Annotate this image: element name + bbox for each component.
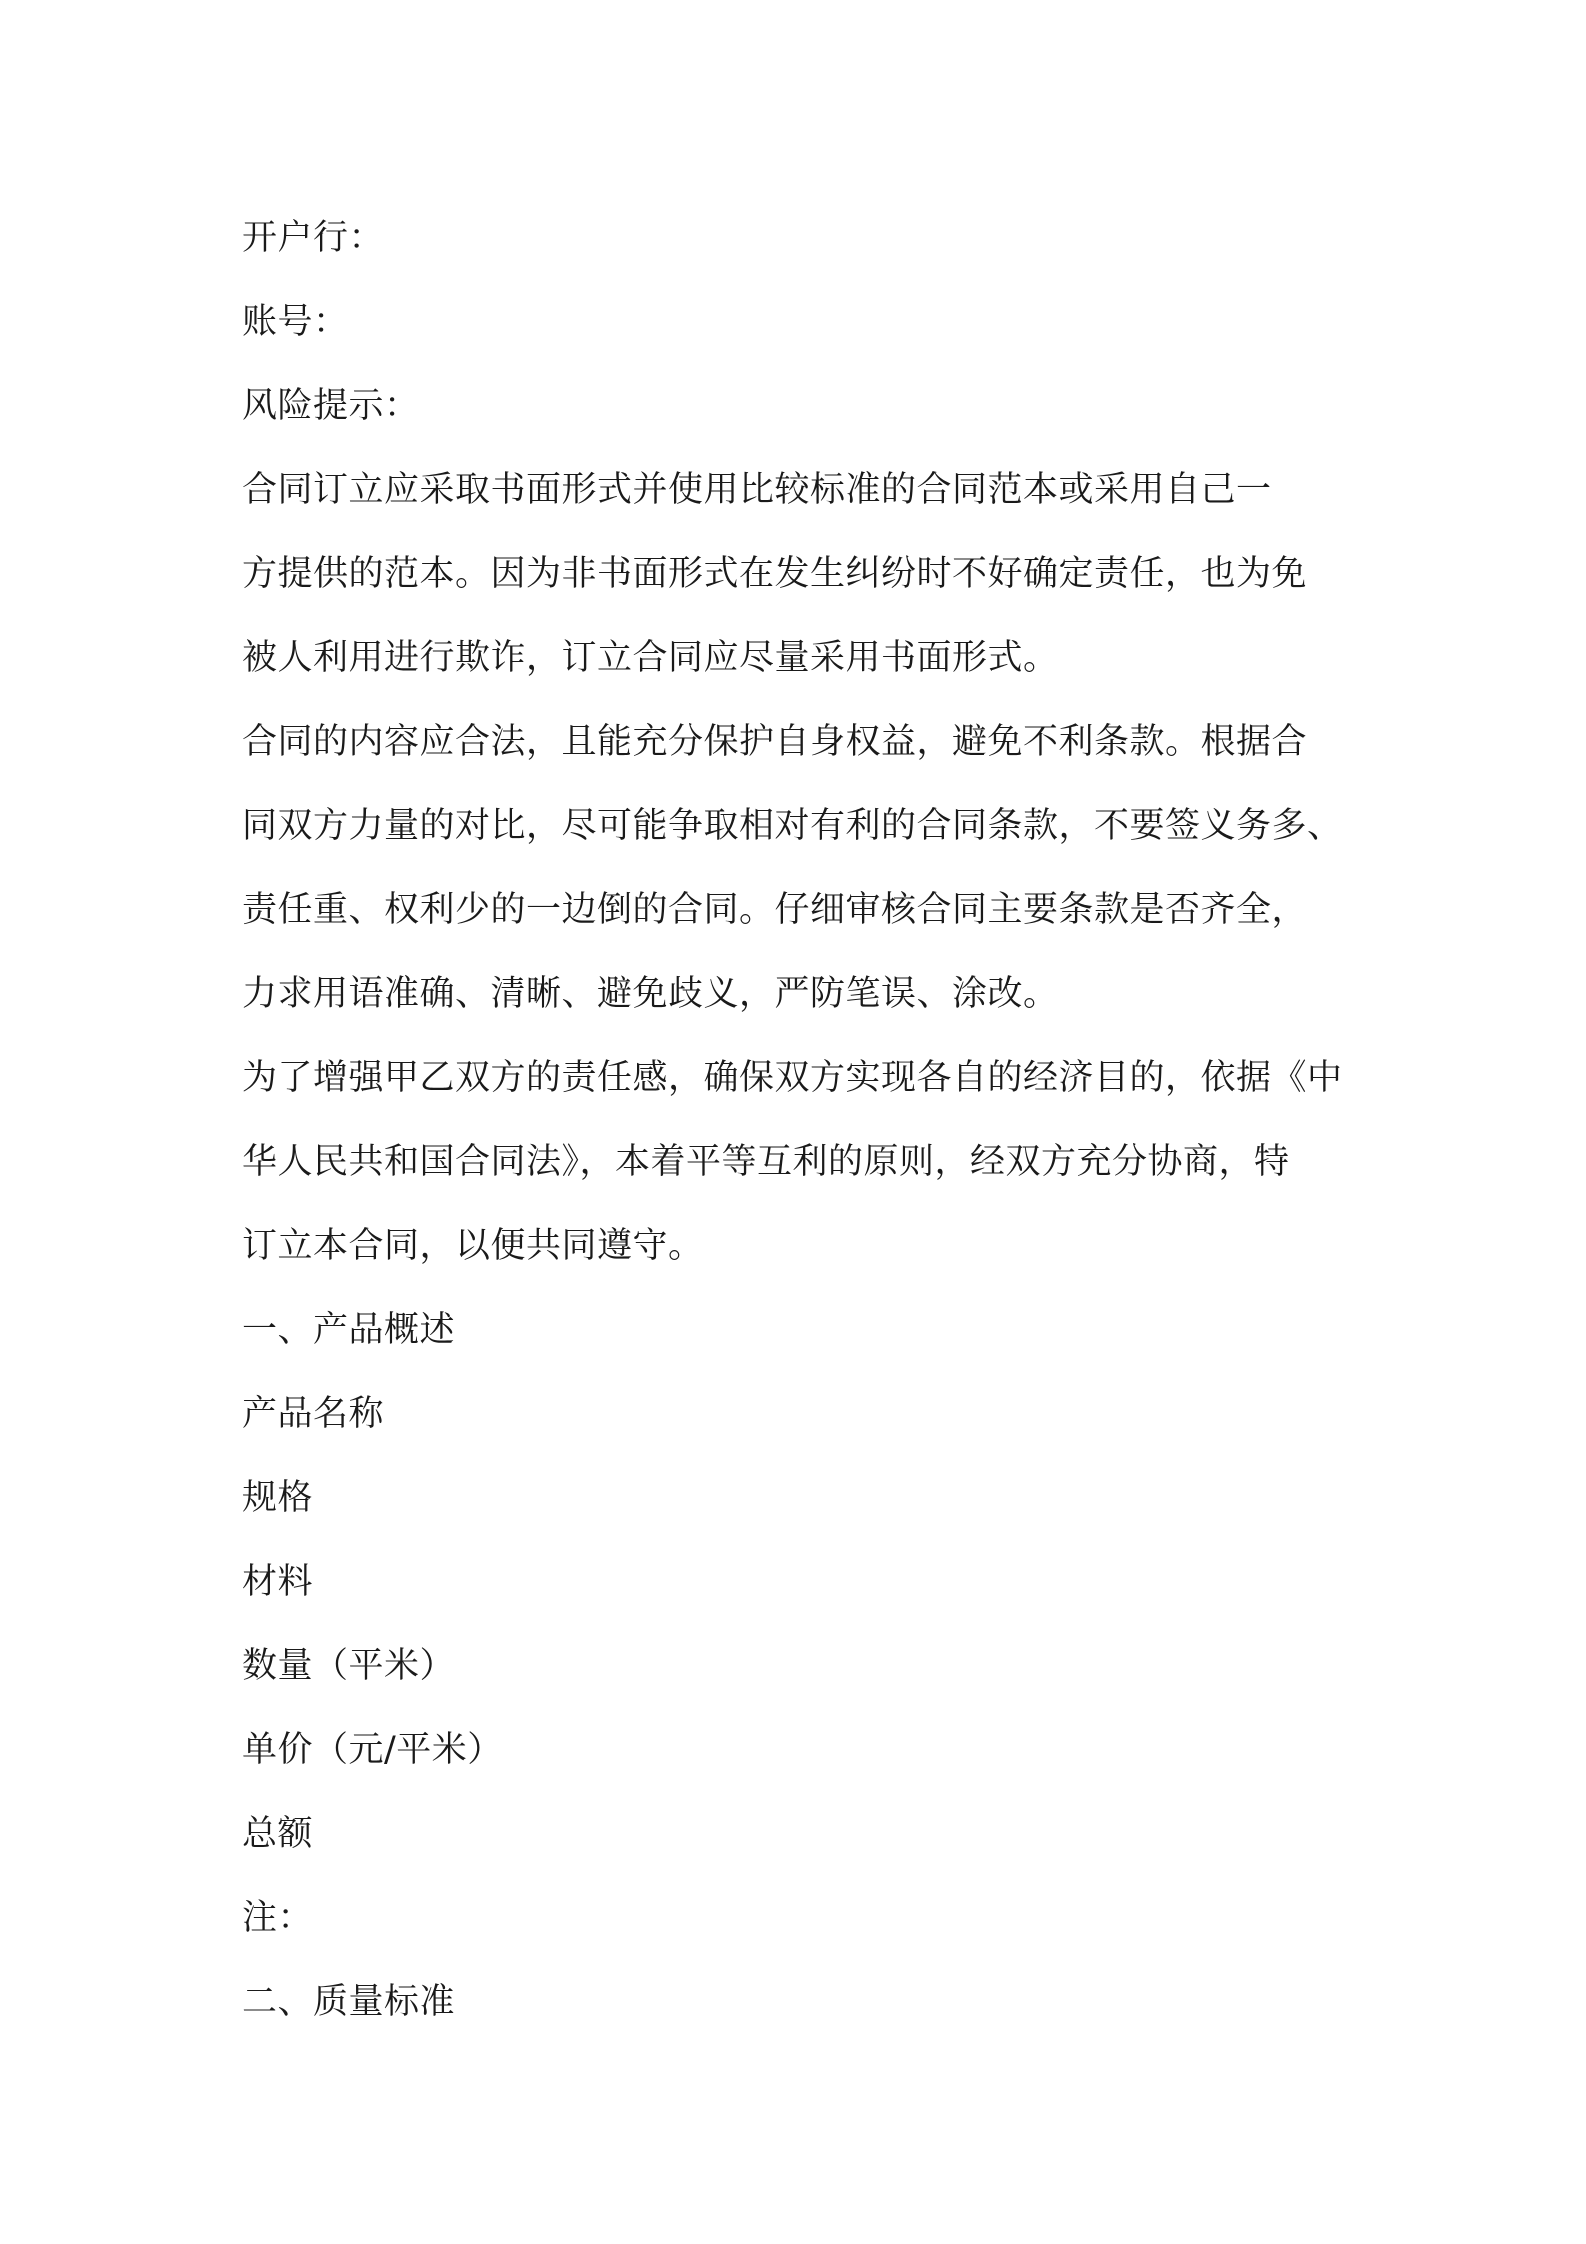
unit-price-label: 单价（元/平米） [242,1730,503,1770]
paragraph-line: 被人利用进行欺诈，订立合同应尽量采用书面形式。 [242,638,1059,678]
risk-paragraph-1 [242,448,1372,700]
material-label: 材料 [242,1562,314,1602]
document-body [242,196,1372,2044]
section2-heading: 二、质量标准 [242,1982,456,2022]
note-label: 注： [242,1898,314,1938]
risk-heading: 风险提示： [242,386,420,426]
paragraph-line: 同双方力量的对比，尽可能争取相对有利的合同条款，不要签义务多、 [242,806,1343,846]
account-label: 账号： [242,302,349,342]
section1-heading: 一、产品概述 [242,1310,456,1350]
risk-paragraph-2 [242,700,1372,1036]
quantity-label: 数量（平米） [242,1646,456,1686]
paragraph-line: 责任重、权利少的一边倒的合同。仔细审核合同主要条款是否齐全， [242,890,1308,930]
paragraph-line: 方提供的范本。因为非书面形式在发生纠纷时不好确定责任，也为免 [242,554,1308,594]
paragraph-line: 为了增强甲乙双方的责任感，确保双方实现各自的经济目的，依据《中 [242,1058,1343,1098]
paragraph-line: 合同的内容应合法，且能充分保护自身权益，避免不利条款。根据合 [242,722,1308,762]
total-label: 总额 [242,1814,314,1854]
paragraph-line: 力求用语准确、清晰、避免歧义，严防笔误、涂改。 [242,974,1059,1014]
paragraph-line: 订立本合同，以便共同遵守。 [242,1226,704,1266]
intro-paragraph [242,1036,1372,1288]
spec-label: 规格 [242,1478,314,1518]
bank-label: 开户行： [242,218,385,258]
product-name-label: 产品名称 [242,1394,385,1434]
paragraph-line: 华人民共和国合同法》，本着平等互利的原则，经双方充分协商，特 [242,1142,1290,1182]
paragraph-line: 合同订立应采取书面形式并使用比较标准的合同范本或采用自己一 [242,470,1272,510]
